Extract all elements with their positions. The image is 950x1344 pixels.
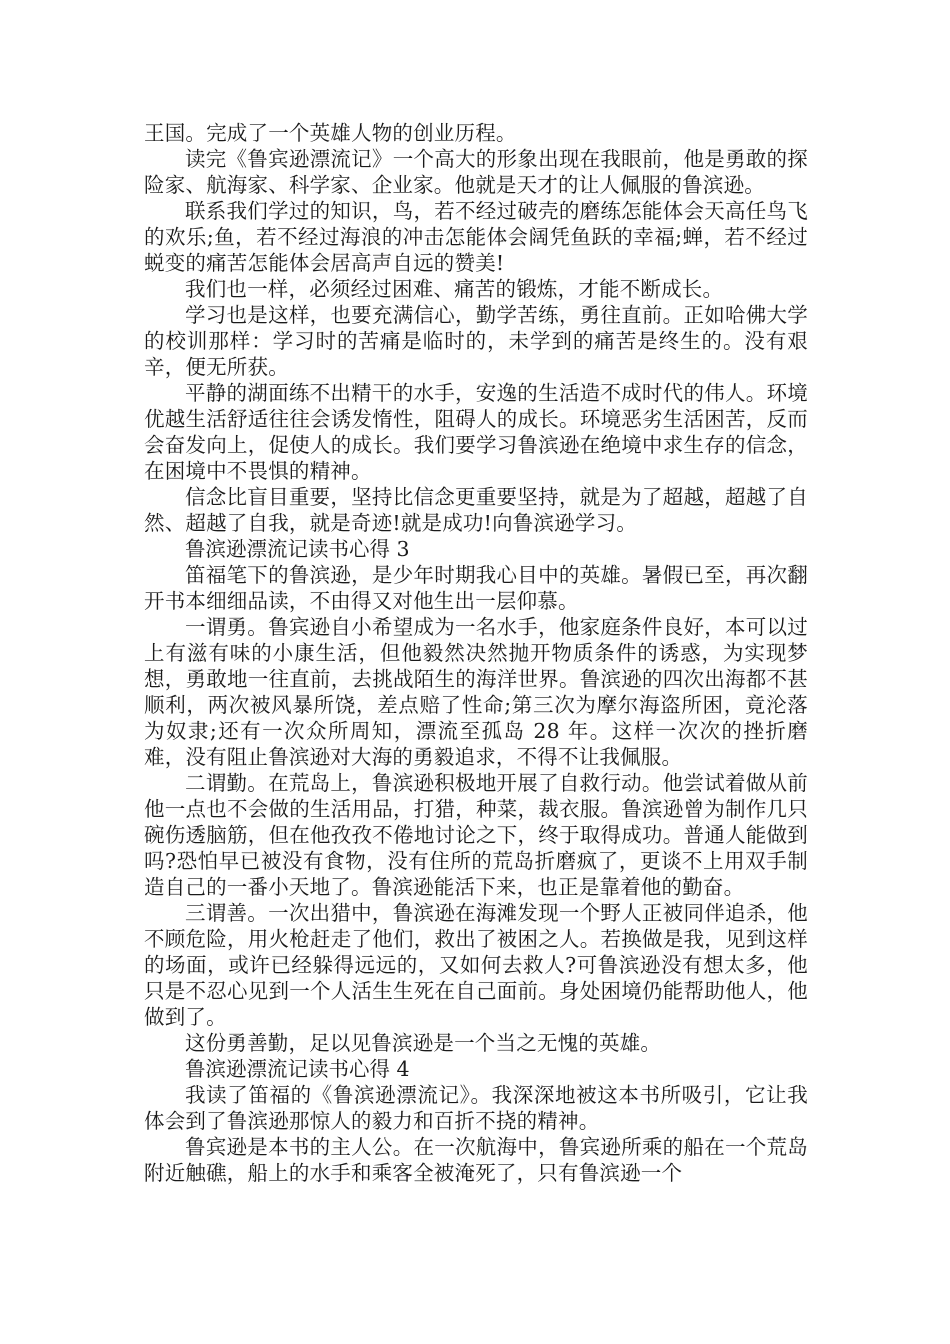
paragraph: 信念比盲目重要，坚持比信念更重要坚持，就是为了超越，超越了自然、超越了自我，就是奇迹!就是成功!向鲁滨逊学习。 <box>144 485 808 535</box>
section-heading-3: 鲁滨逊漂流记读书心得 3 <box>185 537 410 561</box>
paragraph: 三谓善。一次出猎中，鲁滨逊在海滩发现一个野人正被同伴追杀，他不顾危险，用火枪赶走了他们，救出了被困之人。若换做是我，见到这样的场面，或许已经躲得远远的，又如何去救人?可鲁滨逊没有想太多，他只是不忍心见到一个人活生生死在自己面前。身处困境仍能帮助他人，他做到了。 <box>144 901 808 1029</box>
paragraph: 一谓勇。鲁宾逊自小希望成为一名水手，他家庭条件良好，本可以过上有滋有味的小康生活，但他毅然决然抛开物质条件的诱惑，为实现梦想，勇敢地一往直前，去挑战陌生的海洋世界。鲁滨逊的四次出海都不甚顺利，两次被风暴所饶，差点赔了性命;第三次为摩尔海盗所困，竟沦落为奴隶;还有一次众所周知，漂流至孤岛 28 年。这样一次次的挫折磨难，没有阻止鲁滨逊对大海的勇毅追求，不得不让我佩服。 <box>144 615 808 769</box>
paragraph: 鲁宾逊是本书的主人公。在一次航海中，鲁宾逊所乘的船在一个荒岛附近触礁，船上的水手和乘客全被淹死了，只有鲁滨逊一个 <box>144 1135 808 1185</box>
paragraph: 笛福笔下的鲁滨逊，是少年时期我心目中的英雄。暑假已至，再次翻开书本细细品读，不由得又对他生出一层仰慕。 <box>144 563 808 613</box>
paragraph: 读完《鲁宾逊漂流记》一个高大的形象出现在我眼前，他是勇敢的探险家、航海家、科学家、企业家。他就是天才的让人佩服的鲁滨逊。 <box>144 147 808 197</box>
section-heading-4: 鲁滨逊漂流记读书心得 4 <box>185 1057 410 1081</box>
paragraph: 我们也一样，必须经过困难、痛苦的锻炼，才能不断成长。 <box>185 277 724 301</box>
document-body <box>144 120 808 1186</box>
paragraph: 这份勇善勤，足以见鲁滨逊是一个当之无愧的英雄。 <box>185 1031 662 1055</box>
paragraph: 我读了笛福的《鲁滨逊漂流记》。我深深地被这本书所吸引，它让我体会到了鲁滨逊那惊人的毅力和百折不挠的精神。 <box>144 1083 808 1133</box>
paragraph: 联系我们学过的知识，鸟，若不经过破壳的磨练怎能体会天高任鸟飞的欢乐;鱼，若不经过海浪的冲击怎能体会阔凭鱼跃的幸福;蝉，若不经过蜕变的痛苦怎能体会居高声自远的赞美! <box>144 199 808 275</box>
paragraph: 二谓勤。在荒岛上，鲁滨逊积极地开展了自救行动。他尝试着做从前他一点也不会做的生活用品，打猎，种菜，裁衣服。鲁滨逊曾为制作几只碗伤透脑筋，但在他孜孜不倦地讨论之下，终于取得成功。普通人能做到吗?恐怕早已被没有食物，没有住所的荒岛折磨疯了，更谈不上用双手制造自己的一番小天地了。鲁滨逊能活下来，也正是靠着他的勤奋。 <box>144 771 808 899</box>
paragraph: 学习也是这样，也要充满信心，勤学苦练，勇往直前。正如哈佛大学的校训那样：学习时的苦痛是临时的，未学到的痛苦是终生的。没有艰辛，便无所获。 <box>144 303 808 379</box>
paragraph: 平静的湖面练不出精干的水手，安逸的生活造不成时代的伟人。环境优越生活舒适往往会诱发惰性，阻碍人的成长。环境恶劣生活困苦，反而会奋发向上，促使人的成长。我们要学习鲁滨逊在绝境中求生存的信念，在困境中不畏惧的精神。 <box>144 381 808 483</box>
paragraph-continuation: 王国。完成了一个英雄人物的创业历程。 <box>144 121 517 145</box>
